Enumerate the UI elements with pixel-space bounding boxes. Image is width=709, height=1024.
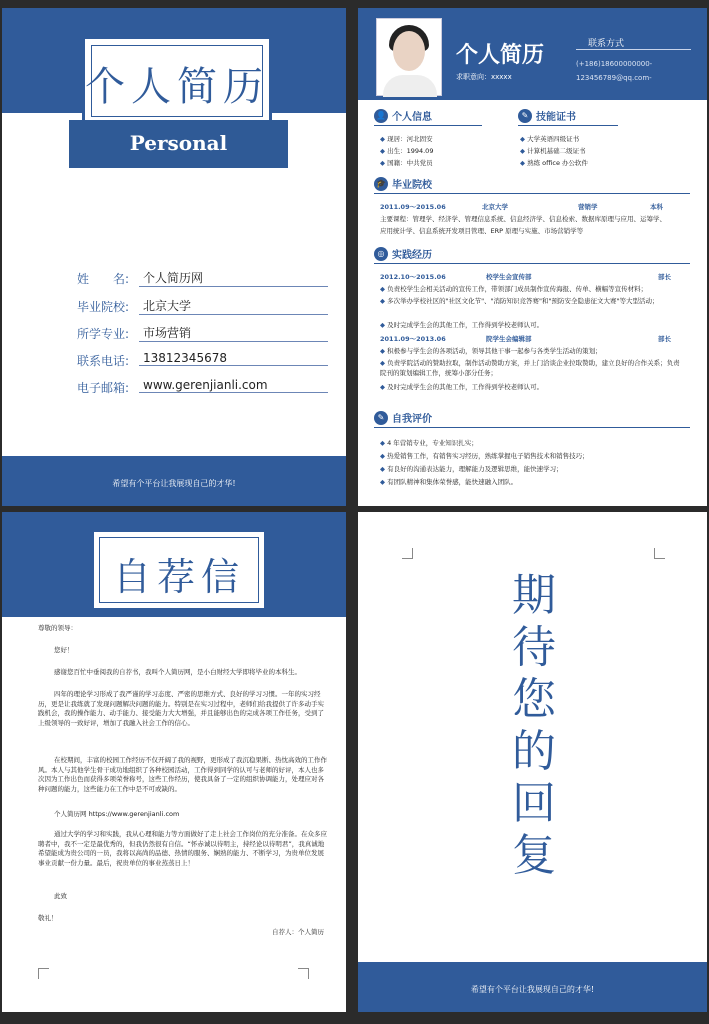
cover-subtitle: Personal (129, 131, 228, 155)
wrench-icon: ✎ (518, 109, 532, 123)
letter-paragraph: 个人简历网 https://www.gerenjianli.com (54, 810, 180, 818)
list-item: ◆ 积极参与学生会的各项活动，领导其他干事一起参与各类学生活动的策划； (380, 347, 602, 355)
section-education: 🎓 毕业院校 (374, 176, 432, 191)
edu-school: 北京大学 (482, 203, 508, 211)
list-item: ◆ 多次举办学校社区的"社区文化节"、"消防知识竞答赛"和"预防安全隐患征文大赛"等大型活动； (380, 297, 659, 305)
closing-bottom-band (358, 962, 707, 1012)
cover-slogan: 希望有个平台让我展现自己的才华! (112, 479, 236, 488)
list-item: ◆ 出生：1994.09 (380, 147, 434, 155)
cover-title-box (82, 36, 272, 126)
user-icon: 👤 (374, 109, 388, 123)
list-item: ◆ 负责学院活动的赞助拉取，制作活动赞助方案，并上门洽谈企业拉取赞助，建立良好的合作关系；负责院刊的策划编辑工作，统筹小部分任务； (380, 359, 680, 377)
edu-major: 营销学 (578, 203, 598, 211)
list-item: ◆ 国籍：中共党员 (380, 159, 433, 167)
closing-text: 期待您的回复 (512, 570, 556, 881)
section-experience: ◎ 实践经历 (374, 246, 432, 261)
letter-paragraph: 通过大学的学习和实践，我从心理和能力等方面做好了走上社会工作岗位的充分准备。在众多应聘者中，我不一定是最优秀的，但我仍然很有自信。“怀赤诚以待明主，持经论以待明君”，我真诚地希望能成为贵公司的一员，我将以高尚的品德、热情的服务、娴熟的能力、不断学习，为贵单位发展事业贡献一份力量。最后，祝贵单位的事业蒸蒸日上！ (38, 830, 327, 867)
pencil-icon: ✎ (374, 411, 388, 425)
letter-closing: 此致 (54, 892, 67, 900)
list-item: ◆ 大学英语四级证书 (520, 135, 580, 143)
list-item: ◆ 有团队精神和集体荣誉感，能快速融入团队。 (380, 478, 518, 486)
edu-courses: 主要课程：管理学、经济学、管理信息系统、信息经济学、信息检索、数据库原理与应用、运筹学、 (380, 215, 666, 223)
contact-phone: (+186)18600000000- (576, 60, 653, 68)
edu-degree: 本科 (650, 203, 663, 211)
cover-ribbon (69, 120, 288, 168)
profile-photo (376, 18, 442, 96)
closing-slogan: 希望有个平台让我展现自己的才华! (470, 985, 595, 994)
letter-hello: 您好！ (54, 646, 74, 654)
edu-period: 2011.09～2015.06 (380, 203, 446, 211)
resume-name: 个人简历 (456, 43, 545, 68)
list-item: ◆ 现居：河北固安 (380, 135, 433, 143)
briefcase-icon: ◎ (374, 247, 388, 261)
resume-page: 个人简历 求职意向：xxxxx 联系方式 (+186)18600000000- 123456789@qq.com- 👤 个人信息 ✎ 技能证书 ◆ 现居：河北固安 ◆ 出生：1994.09 ◆ 国籍：中共党员 ◆ 大学英语四级证书 ◆ 计算机基础二级证书 ◆ 熟练 office 办公软件 🎓 毕业院校 2011.09～2015.06 北京大学 营销学 本科 主要课程：管理学、经济学、管理信息系统、信息经济学、信息检索、数据库原理与应用、运筹学、 应用统计学、信息系统开发项目管理、ERP 原理与实施、市场营销学等 ◎ 实践经历 2012.10～2015.06 校学生会宣传部 部长 ◆ 负责校学生会相关活动的宣传工作，带领部门成员制作宣传海报、传单、横幅等宣传材料； ◆ 多次举办学校社区的"社区文化节"、"消防知识竞答赛"和"预防安全隐患征文大赛"等大型活动； ◆ 及时完成学生会的其他工作，工作得到学校老师认可。 2011.09～2013.06 院学生会编辑部 部长 ◆ 积极参与学生会的各项活动，领导其他干事一起参与各类学生活动的策划； ◆ 负责学院活动的赞助拉取，制作活动赞助方案，并上门洽谈企业拉取赞助，建立良好的合作关系；负责院刊的策划编辑工作，统筹小部分任务； ◆ 及时完成学生会的其他工作，工作得到学校老师认可。 ✎ 自我评价 ◆ 4 年营销专业，专业知识扎实； ◆ 热爱销售工作，有销售实习经历，熟练掌握电子销售技术和销售技巧； ◆ 有良好的沟通表达能力，理解能力及逻辑思维，能快速学习； ◆ 有团队精神和集体荣誉感，能快速融入团队。 (358, 8, 707, 506)
list-item: ◆ 负责校学生会相关活动的宣传工作，带领部门成员制作宣传海报、传单、横幅等宣传材料； (380, 285, 648, 293)
cover-page: 个人简历 Personal 姓 名: 个人简历网 毕业院校: 北京大学 所学专业: 市场营销 联系电话: 13812345678 电子邮箱: www.gerenjianli.com 希望有个平台让我展现自己的才华! (2, 8, 346, 506)
letter-greeting: 尊敬的领导： (38, 624, 77, 632)
letter-signature: 自荐人：个人简历 (272, 928, 324, 936)
list-item: ◆ 及时完成学生会的其他工作，工作得到学校老师认可。 (380, 321, 544, 329)
contact-email: 123456789@qq.com- (576, 74, 652, 82)
cover-bottom-band (2, 456, 346, 506)
list-item: ◆ 4 年营销专业，专业知识扎实； (380, 439, 478, 447)
letter-paragraph: 感谢您百忙中垂阅我的自荐书，我叫个人简历网，是小白财经大学即将毕业的本科生。 (54, 668, 301, 676)
closing-page (358, 512, 707, 1012)
job-intent: 求职意向：xxxxx (456, 73, 512, 81)
letter-paragraph: 四年的理论学习形成了我严谨的学习态度、严密的思维方式、良好的学习习惯。一年的实习经历，更是让我练就了发现问题解决问题的能力。特别是在实习过程中，老师们给我提供了许多动手实践机会，我的操作能力、动手能力、接受能力大大增强，并且能够出色的完成各项工作任务，受到了上级领导的一致好评，增加了我融入社会工作的信心。 (38, 690, 324, 727)
cover-title: 个人简历 (85, 64, 269, 110)
section-personal: 👤 个人信息 (374, 108, 432, 123)
letter-title-box (94, 532, 264, 608)
list-item: ◆ 熟练 office 办公软件 (520, 159, 589, 167)
contact-title: 联系方式 (588, 39, 625, 49)
list-item: ◆ 及时完成学生会的其他工作，工作得到学校老师认可。 (380, 383, 544, 391)
letter-paragraph: 在校期间，丰富的校园工作经历不仅开阔了我的视野，更形成了我沉稳果断、热忱高效的工作作风。本人与其他学生骨干成功地组织了各种校园活动，工作得到同学的认可与老师的好评，本人也多次因为工作出色而获得多项荣誉称号，这些工作经历，使我具备了一定的组织协调能力，处理应对各种问题的能力，这些能力在工作中是不可或缺的。 (38, 756, 327, 793)
letter-title: 自荐信 (112, 555, 245, 599)
section-skills: ✎ 技能证书 (518, 108, 576, 123)
edu-courses: 应用统计学、信息系统开发项目管理、ERP 原理与实施、市场营销学等 (380, 227, 584, 235)
graduation-cap-icon: 🎓 (374, 177, 388, 191)
list-item: ◆ 计算机基础二级证书 (520, 147, 586, 155)
list-item: ◆ 有良好的沟通表达能力，理解能力及逻辑思维，能快速学习； (380, 465, 563, 473)
list-item: ◆ 热爱销售工作，有销售实习经历，熟练掌握电子销售技术和销售技巧； (380, 452, 589, 460)
letter-salute: 敬礼！ (38, 914, 58, 922)
cover-letter-page (2, 512, 346, 1012)
section-evaluation: ✎ 自我评价 (374, 410, 432, 425)
resume-header (358, 8, 707, 100)
